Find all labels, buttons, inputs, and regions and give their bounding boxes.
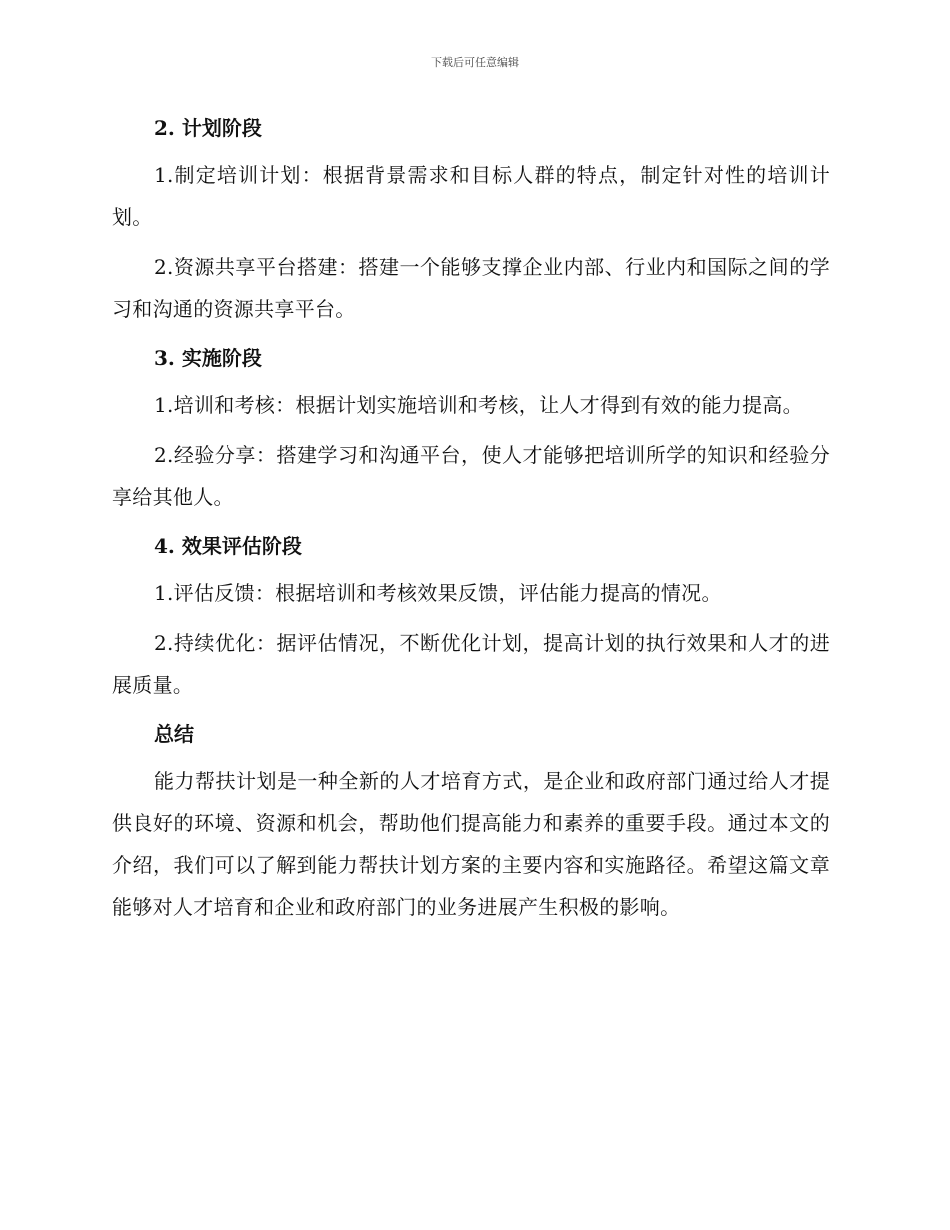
paragraph: 1.评估反馈：根据培训和考核效果反馈，评估能力提高的情况。 — [154, 581, 722, 605]
paragraph: 2.资源共享平台搭建：搭建一个能够支撑企业内部、行业内和国际之间的学习和沟通的资源共享平台。 — [112, 255, 830, 321]
section-heading: 3. 实施阶段 — [154, 346, 262, 370]
paragraph: 1.培训和考核：根据计划实施培训和考核，让人才得到有效的能力提高。 — [154, 393, 803, 417]
section-implementation — [112, 342, 830, 518]
page-header-note: 下载后可任意编辑 — [431, 56, 519, 69]
document-body — [112, 112, 830, 928]
paragraph: 能力帮扶计划是一种全新的人才培育方式，是企业和政府部门通过给人才提供良好的环境、资源和机会，帮助他们提高能力和素养的重要手段。通过本文的介绍，我们可以了解到能力帮扶计划方案的主要内容和实施路径。希望这篇文章能够对人才培育和企业和政府部门的业务进展产生积极的影响。 — [112, 769, 830, 919]
section-heading: 2. 计划阶段 — [154, 116, 262, 140]
section-plan — [112, 112, 830, 330]
paragraph: 2.持续优化：据评估情况，不断优化计划，提高计划的执行效果和人才的进展质量。 — [112, 631, 830, 697]
section-summary — [112, 718, 830, 928]
paragraph: 1.制定培训计划：根据背景需求和目标人群的特点，制定针对性的培训计划。 — [112, 163, 830, 229]
paragraph: 2.经验分享：搭建学习和沟通平台，使人才能够把培训所学的知识和经验分享给其他人。 — [112, 443, 830, 509]
section-heading: 4. 效果评估阶段 — [154, 534, 302, 558]
section-evaluation — [112, 530, 830, 706]
section-heading: 总结 — [154, 722, 194, 746]
